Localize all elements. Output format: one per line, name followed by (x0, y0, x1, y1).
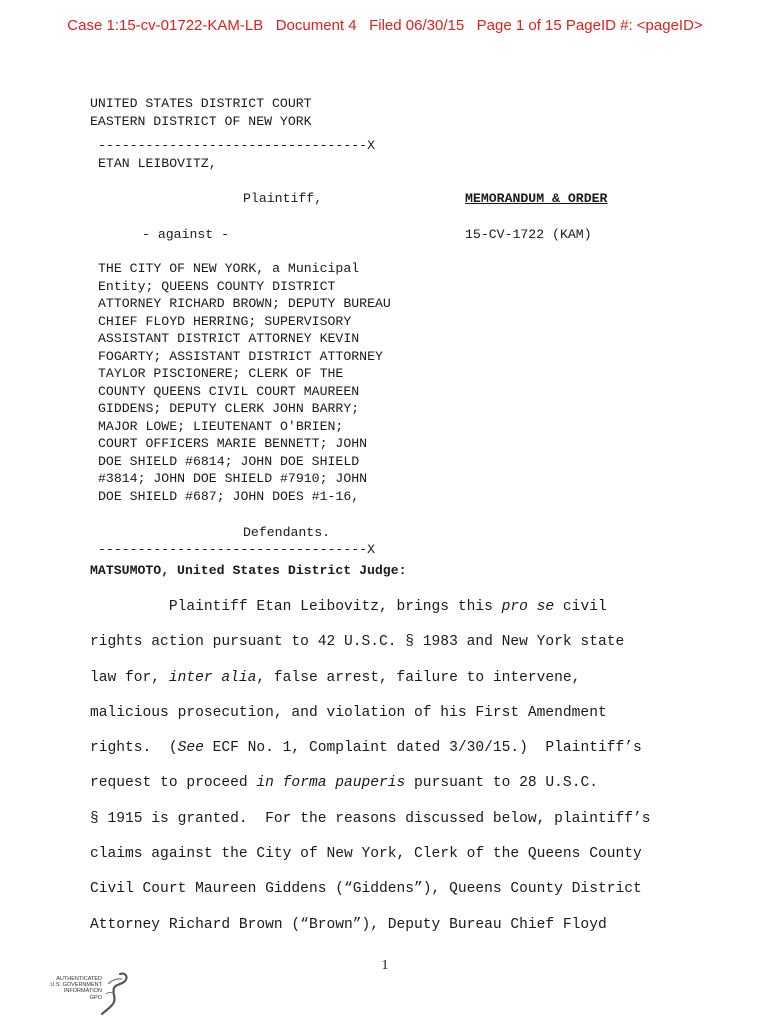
court-name: UNITED STATES DISTRICT COURT EASTERN DISTRICT OF NEW YORK (90, 96, 312, 129)
against-label: - against - (142, 227, 230, 242)
caption-separator-top: ----------------------------------X (98, 138, 375, 153)
eagle-icon (96, 970, 130, 1016)
gpo-logo-text: AUTHENTICATED U.S. GOVERNMENT INFORMATION GPO (50, 976, 102, 1001)
plaintiff-role: Plaintiff, (243, 191, 323, 206)
caption-separator-bottom: ----------------------------------X (98, 542, 375, 557)
defendants-role: Defendants. (243, 525, 331, 540)
plaintiff-name: ETAN LEIBOVITZ, (98, 156, 217, 171)
docket-number: 15-CV-1722 (KAM) (465, 227, 592, 242)
judge-line: MATSUMOTO, United States District Judge: (90, 563, 407, 578)
body-line: request to proceed in forma pauperis pursuant to 28 U.S.C. (90, 775, 598, 792)
body-line: law for, inter alia, false arrest, failure to intervene, (90, 669, 581, 686)
page-number: 1 (381, 958, 389, 973)
document-title: MEMORANDUM & ORDER (465, 191, 608, 206)
defendants-list: THE CITY OF NEW YORK, a Municipal Entity; QUEENS COUNTY DISTRICT ATTORNEY RICHARD BROWN; DEPUTY BUREAU CHIEF FLOYD HERRING; SUPERVISORY ASSISTANT DISTRICT ATTORNEY KEVIN FOGARTY; ASSISTANT DISTRICT ATTORNEY TAYLOR PISCIONERE; CLERK OF THE COUNTY QUEENS CIVIL COURT MAUREEN GIDDENS; DEPUTY CLERK JOHN BARRY; MAJOR LOWE; LIEUTENANT O'BRIEN; COURT OFFICERS MARIE BENNETT; JOHN DOE SHIELD #6814; JOHN DOE SHIELD #3814; JOHN DOE SHIELD #7910; JOHN DOE SHIELD #687; JOHN DOES #1-16, (98, 261, 391, 504)
memorandum-body (90, 590, 690, 943)
body-line: Civil Court Maureen Giddens (“Giddens”), Queens County District (90, 881, 642, 898)
case-header: Case 1:15-cv-01722-KAM-LB Document 4 Filed 06/30/15 Page 1 of 15 PageID #: <pageID> (67, 17, 703, 34)
body-line: rights. (See ECF No. 1, Complaint dated 3/30/15.) Plaintiff’s (90, 740, 642, 757)
body-line: § 1915 is granted. For the reasons discussed below, plaintiff’s (90, 810, 651, 827)
body-line: rights action pursuant to 42 U.S.C. § 1983 and New York state (90, 634, 625, 651)
body-line: claims against the City of New York, Clerk of the Queens County (90, 846, 642, 863)
body-line: Plaintiff Etan Leibovitz, brings this pro se civil (90, 599, 607, 615)
gpo-authentication-logo (44, 970, 134, 1018)
body-line: Attorney Richard Brown (“Brown”), Deputy Bureau Chief Floyd (90, 916, 607, 933)
body-line: malicious prosecution, and violation of his First Amendment (90, 704, 607, 721)
